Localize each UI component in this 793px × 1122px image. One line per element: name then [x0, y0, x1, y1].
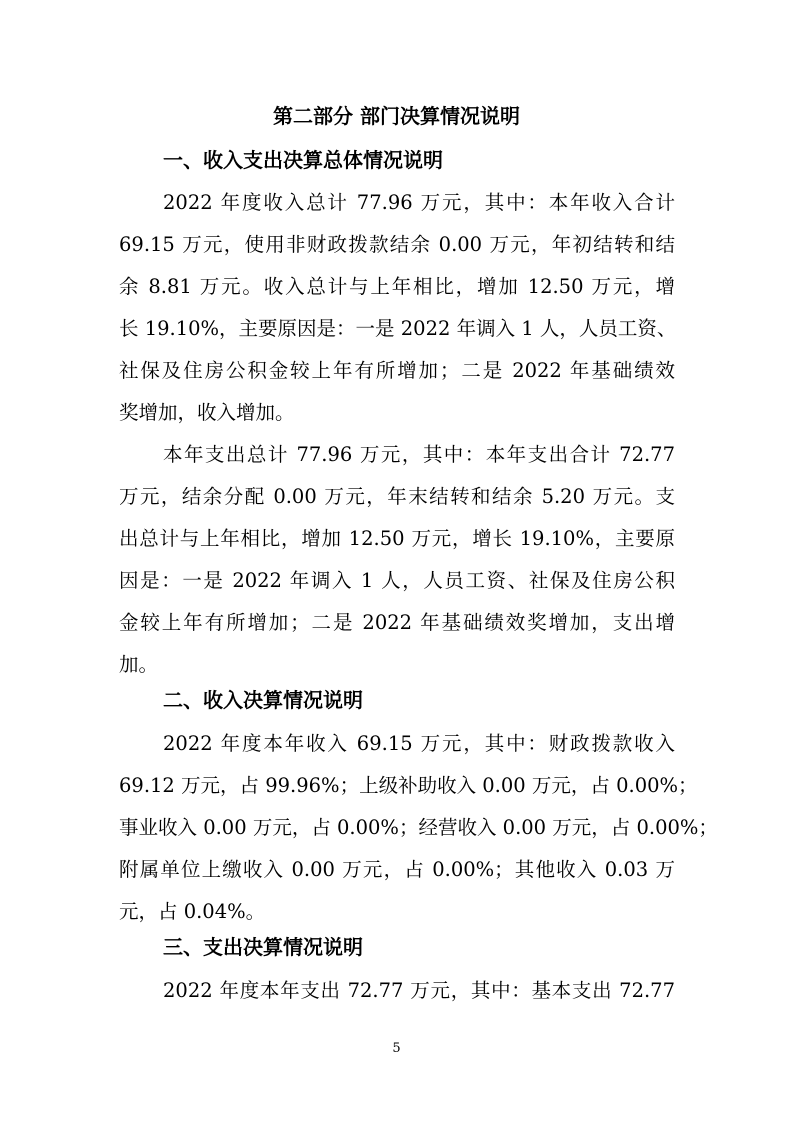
paragraph-line: 69.15 万元，使用非财政拨款结余 0.00 万元，年初结转和结	[119, 233, 675, 256]
paragraph-line: 本年支出总计 77.96 万元，其中：本年支出合计 72.77	[163, 443, 675, 466]
paragraph-line: 长 19.10%，主要原因是：一是 2022 年调入 1 人，人员工资、	[119, 317, 677, 340]
page-number: 5	[392, 1041, 401, 1056]
paragraph-line: 69.12 万元，占 99.96%；上级补助收入 0.00 万元，占 0.00%；	[119, 774, 698, 797]
paragraph-line: 奖增加，收入增加。	[119, 401, 295, 424]
paragraph-line: 加。	[119, 653, 159, 676]
paragraph-line: 附属单位上缴收入 0.00 万元，占 0.00%；其他收入 0.03 万	[119, 858, 675, 881]
paragraph-line: 2022 年度收入总计 77.96 万元，其中：本年收入合计	[163, 191, 675, 214]
paragraph-line: 金较上年有所增加；二是 2022 年基础绩效奖增加，支出增	[119, 611, 675, 634]
paragraph-line: 事业收入 0.00 万元，占 0.00%；经营收入 0.00 万元，占 0.00%；	[119, 816, 718, 839]
paragraph-line: 2022 年度本年收入 69.15 万元，其中：财政拨款收入	[163, 732, 675, 755]
paragraph-line: 社保及住房公积金较上年有所增加；二是 2022 年基础绩效	[119, 359, 675, 382]
page-title: 第二部分 部门决算情况说明	[273, 104, 520, 128]
section-heading-2: 二、收入决算情况说明	[163, 688, 363, 712]
paragraph-line: 2022 年度本年支出 72.77 万元，其中：基本支出 72.77	[163, 979, 675, 1002]
section-heading-1: 一、收入支出决算总体情况说明	[163, 148, 443, 172]
paragraph-line: 余 8.81 万元。收入总计与上年相比，增加 12.50 万元，增	[119, 275, 675, 298]
paragraph-line: 元，占 0.04%。	[119, 900, 266, 923]
paragraph-line: 出总计与上年相比，增加 12.50 万元，增长 19.10%，主要原	[119, 527, 675, 550]
section-heading-3: 三、支出决算情况说明	[163, 935, 363, 959]
paragraph-line: 万元，结余分配 0.00 万元，年末结转和结余 5.20 万元。支	[119, 485, 675, 508]
paragraph-line: 因是：一是 2022 年调入 1 人，人员工资、社保及住房公积	[119, 569, 675, 592]
